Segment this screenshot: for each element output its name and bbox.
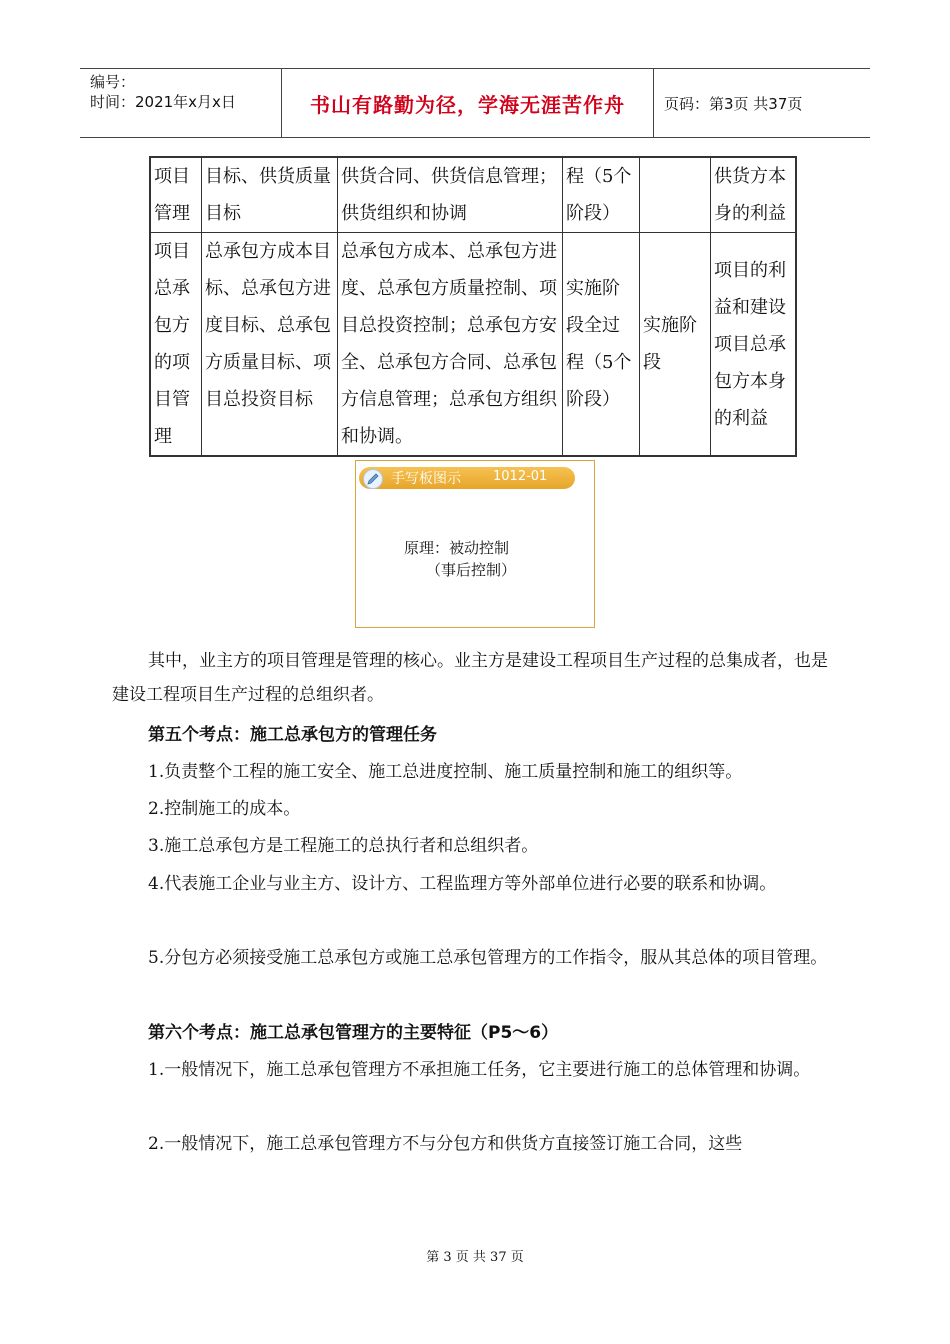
- table-cell: 项目的利益和建设项目总承包方本身的利益: [711, 233, 797, 457]
- table-cell: 供货合同、供货信息管理；供货组织和协调: [338, 157, 563, 233]
- table-cell: 项目总承包方的项目管理: [150, 233, 202, 457]
- list-item: 5.分包方必须接受施工总承包方或施工总承包管理方的工作指令，服从其总体的项目管理。: [148, 948, 828, 968]
- list-item: 3.施工总承包方是工程施工的总执行者和总组织者。: [148, 836, 539, 856]
- table-cell: 程（5个阶段）: [563, 157, 640, 233]
- page-info-text: 页码：第3页 共37页: [664, 94, 803, 113]
- table-cell: 项目管理: [150, 157, 202, 233]
- table-cell: 总承包方成本、总承包方进度、总承包方质量控制、项目总投资控制；总承包方安全、总承包方合同、总承包方信息管理；总承包方组织和协调。: [338, 233, 563, 457]
- time-label: 时间：2021年x月x日: [90, 93, 236, 111]
- page-footer: 第 3 页 共 37 页: [426, 1250, 524, 1265]
- table-cell: 实施阶段: [640, 233, 711, 457]
- section-heading: 第五个考点：施工总承包方的管理任务: [148, 725, 437, 745]
- table-cell: 实施阶段全过程（5个阶段）: [563, 233, 640, 457]
- table-row: [150, 233, 796, 457]
- handwriting-title: 手写板图示: [391, 471, 461, 487]
- table-cell: 目标、供货质量目标: [202, 157, 338, 233]
- header-meta: [80, 69, 282, 137]
- handwriting-panel: [355, 460, 595, 628]
- list-item: 1.负责整个工程的施工安全、施工总进度控制、施工质量控制和施工的组织等。: [148, 762, 743, 782]
- paragraph: 其中，业主方的项目管理是管理的核心。业主方是建设工程项目生产过程的总集成者，也是建设工程项目生产过程的总组织者。: [112, 651, 828, 705]
- handwriting-line-1: 原理：被动控制: [404, 539, 510, 557]
- page-header: [80, 68, 870, 138]
- handwriting-title-bar: [359, 467, 575, 489]
- header-page-info: [664, 69, 870, 137]
- table-cell: [640, 157, 711, 233]
- list-item: 4.代表施工企业与业主方、设计方、工程监理方等外部单位进行必要的联系和协调。: [148, 874, 777, 894]
- table-row: [150, 157, 796, 233]
- list-item: 2.控制施工的成本。: [148, 799, 301, 819]
- number-label: 编号：: [90, 73, 136, 91]
- handwriting-code: 1012-01: [493, 469, 548, 484]
- table-cell: 总承包方成本目标、总承包方进度目标、总承包方质量目标、项目总投资目标: [202, 233, 338, 457]
- handwriting-line-2: （事后控制）: [426, 561, 517, 579]
- pen-icon: [363, 469, 383, 489]
- list-item: 2.一般情况下，施工总承包管理方不与分包方和供货方直接签订施工合同，这些: [148, 1134, 743, 1154]
- section-heading: 第六个考点：施工总承包管理方的主要特征（P5～6）: [148, 1023, 559, 1043]
- header-motto: 书山有路勤为径，学海无涯苦作舟: [282, 69, 654, 137]
- management-table: [149, 156, 797, 457]
- list-item: 1.一般情况下，施工总承包管理方不承担施工任务，它主要进行施工的总体管理和协调。: [148, 1060, 811, 1080]
- table-cell: 供货方本身的利益: [711, 157, 797, 233]
